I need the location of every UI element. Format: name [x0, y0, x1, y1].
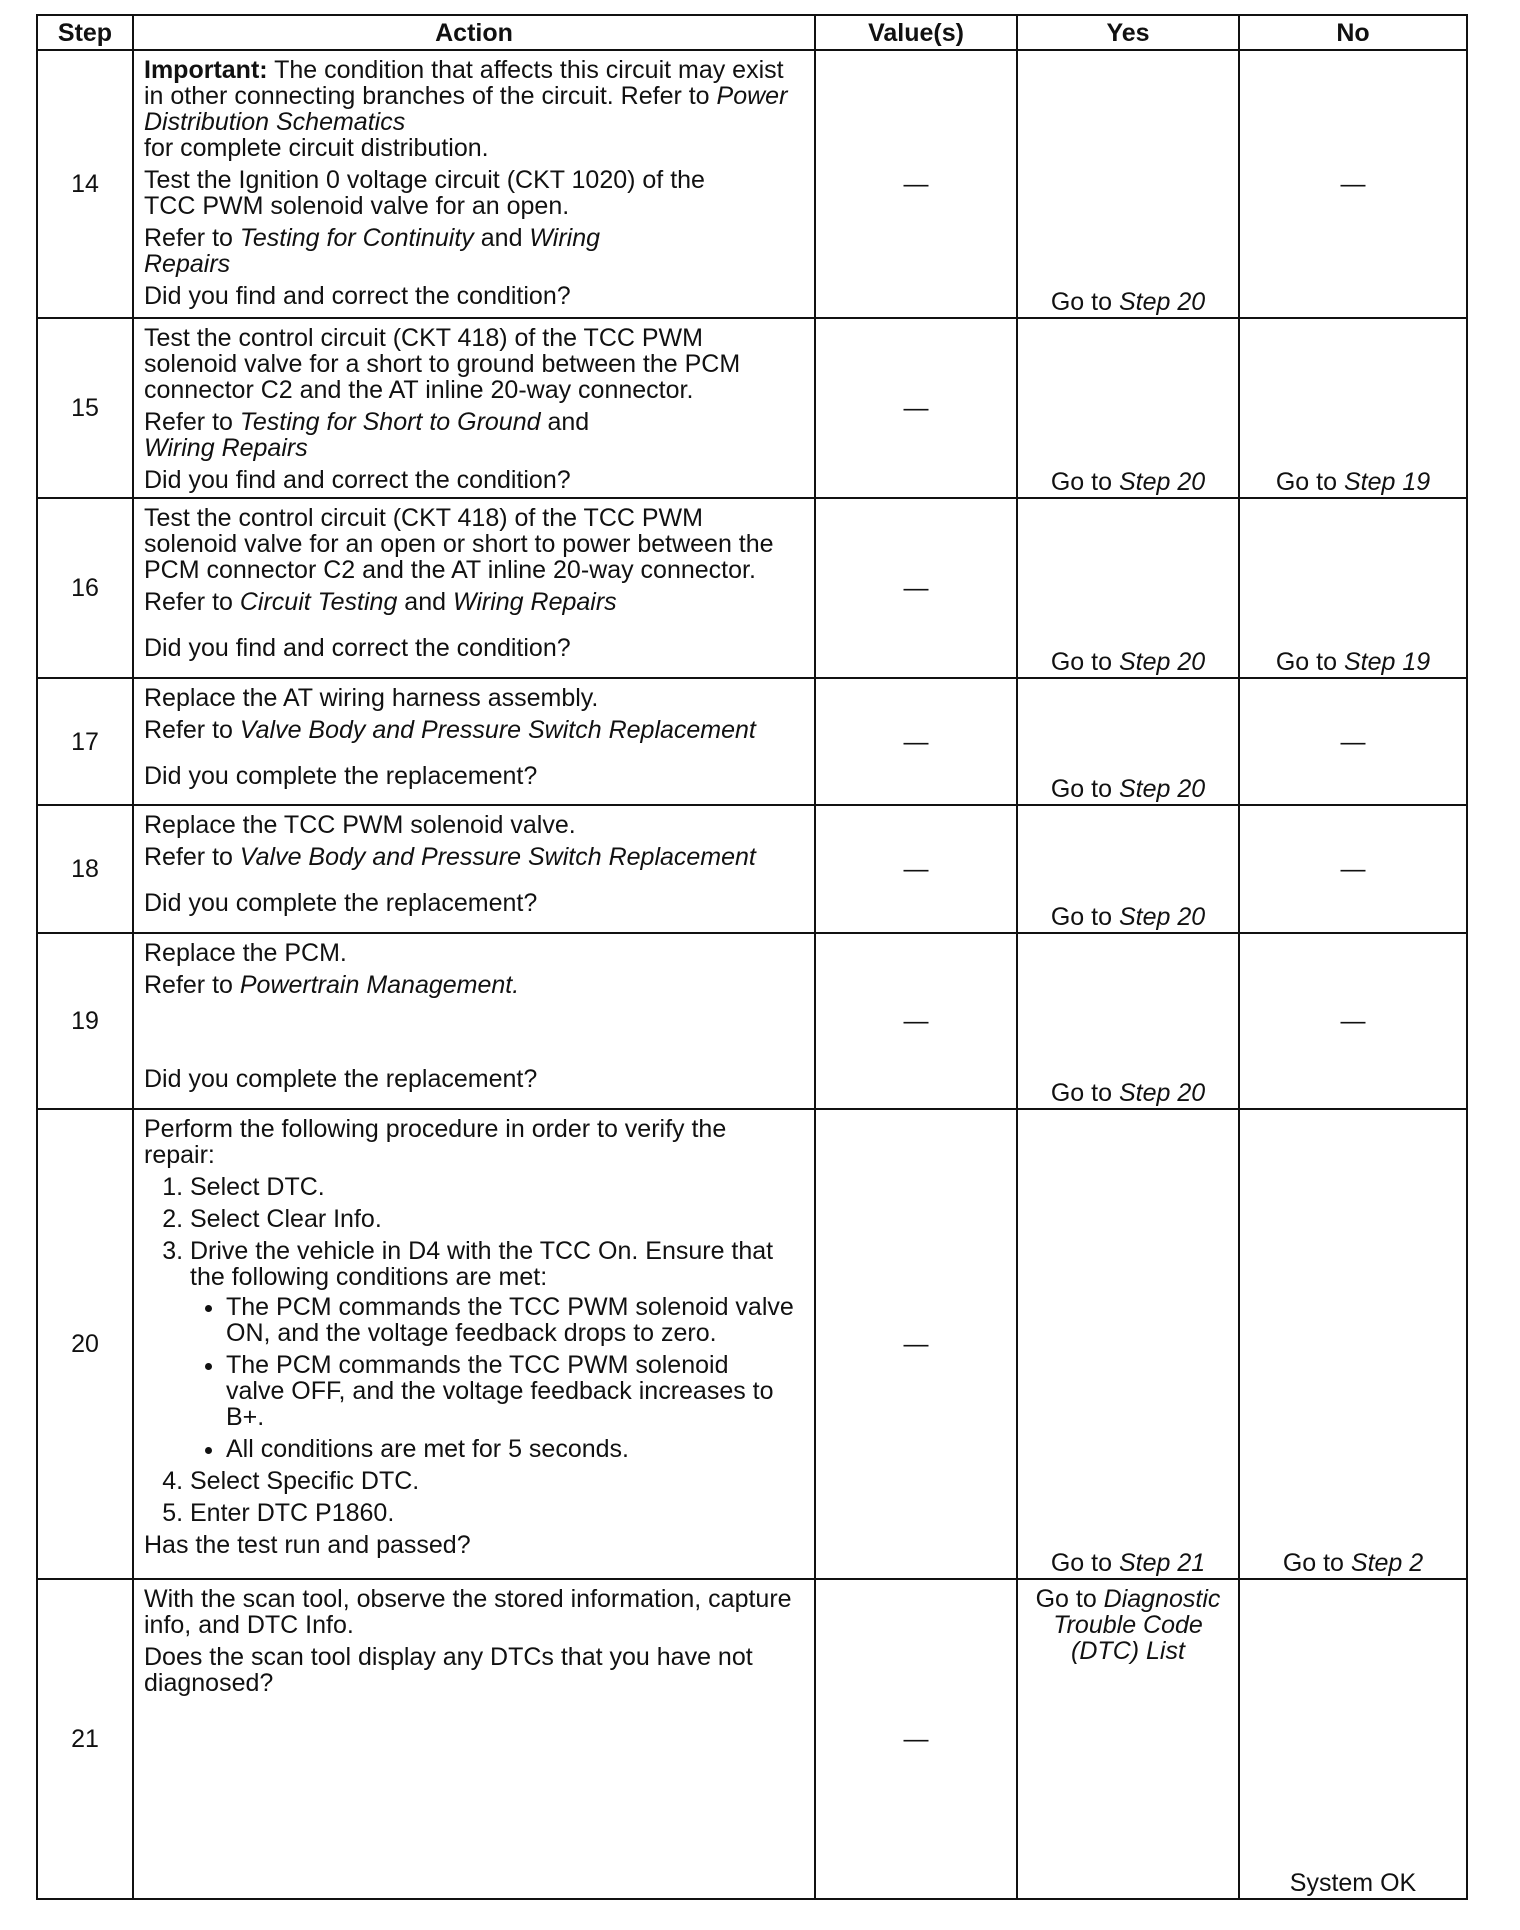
step-number: 17 [37, 678, 133, 805]
header-no: No [1239, 15, 1467, 50]
action-cell [133, 678, 815, 805]
question: Did you complete the replacement? [144, 889, 538, 917]
action-cell [133, 1109, 815, 1579]
question: Has the test run and passed? [144, 1531, 471, 1559]
refer-line [144, 409, 804, 461]
refer-link-b: Wiring Repairs [144, 434, 308, 462]
refer-prefix: Refer to [144, 588, 240, 616]
no-cell [1239, 318, 1467, 498]
value-cell: — [815, 805, 1017, 933]
observe-text: With the scan tool, observe the stored information, capture info, and DTC Info. [144, 1585, 792, 1639]
list-item: 4. Select Specific DTC. [190, 1468, 804, 1494]
yes-ref: Step 20 [1118, 288, 1206, 316]
refer-link-a: Valve Body and Pressure Switch Replacement [239, 716, 756, 744]
no-ref: Step 19 [1343, 468, 1431, 496]
important-text: The condition that affects this circuit may exist in other connecting branches of the circuit. Refer to [144, 56, 784, 110]
header-row [37, 15, 1467, 50]
question: Does the scan tool display any DTCs that you have not diagnosed? [144, 1643, 753, 1697]
refer-link-a: Powertrain Management. [239, 971, 520, 999]
refer-line [144, 972, 804, 998]
value-cell: — [815, 50, 1017, 318]
yes-cell [1017, 1109, 1239, 1579]
list-item [190, 1238, 804, 1462]
question: Did you find and correct the condition? [144, 634, 571, 662]
refer-link-a: Valve Body and Pressure Switch Replacement [239, 843, 756, 871]
question: Did you find and correct the condition? [144, 466, 571, 494]
test-instruction: Test the control circuit (CKT 418) of the TCC PWM solenoid valve for an open or short to power between the PCM connector C2 and the AT inline 20-way connector. [144, 504, 774, 584]
test-instruction: Test the control circuit (CKT 418) of the TCC PWM solenoid valve for a short to ground between the PCM connector C2 and the AT inline 20-way connector. [144, 324, 741, 404]
value-cell: — [815, 1579, 1017, 1899]
value-cell: — [815, 678, 1017, 805]
test-instruction: Test the Ignition 0 voltage circuit (CKT 1020) of the TCC PWM solenoid valve for an open. [144, 166, 705, 220]
action-cell [133, 805, 815, 933]
refer-and: and [397, 588, 453, 616]
yes-cell [1017, 50, 1239, 318]
yes-ref: Step 21 [1118, 1549, 1206, 1577]
refer-line [144, 225, 804, 277]
refer-prefix: Refer to [144, 224, 240, 252]
important-note [144, 57, 804, 161]
yes-ref: Step 20 [1118, 468, 1206, 496]
important-ref: Power Distribution Schematics [144, 82, 788, 136]
table-row [37, 1579, 1467, 1899]
yes-cell [1017, 678, 1239, 805]
procedure-list [144, 1174, 804, 1526]
table-row [37, 933, 1467, 1109]
table-row [37, 805, 1467, 933]
action-text: Replace the AT wiring harness assembly. [144, 684, 599, 712]
value-cell: — [815, 1109, 1017, 1579]
diagnostic-table [36, 14, 1468, 1900]
yes-prefix: Go to [1050, 468, 1119, 496]
list-item: 2. Select Clear Info. [190, 1206, 804, 1232]
yes-prefix: Go to [1050, 288, 1119, 316]
yes-cell [1017, 933, 1239, 1109]
yes-cell [1017, 805, 1239, 933]
action-text: Replace the TCC PWM solenoid valve. [144, 811, 576, 839]
refer-prefix: Refer to [144, 971, 240, 999]
yes-prefix: Go to [1050, 1549, 1119, 1577]
refer-link-a: Testing for Short to Ground [239, 408, 541, 436]
refer-line [144, 717, 804, 743]
no-prefix: Go to [1282, 1549, 1351, 1577]
refer-link-b: Wiring Repairs [452, 588, 617, 616]
no-ref: Step 2 [1350, 1549, 1424, 1577]
refer-prefix: Refer to [144, 843, 240, 871]
action-text: Replace the PCM. [144, 939, 347, 967]
refer-line [144, 589, 804, 615]
refer-line [144, 844, 804, 870]
header-values: Value(s) [815, 15, 1017, 50]
refer-link-b: Wiring Repairs [144, 224, 601, 278]
yes-prefix: Go to [1035, 1585, 1104, 1613]
header-action: Action [133, 15, 815, 50]
yes-ref: Step 20 [1118, 775, 1206, 803]
list-item-text: Drive the vehicle in D4 with the TCC On. Ensure that the following conditions are met: [190, 1237, 774, 1291]
table-row [37, 318, 1467, 498]
list-item: • The PCM commands the TCC PWM solenoid valve ON, and the voltage feedback drops to zero. [226, 1294, 804, 1346]
step-number: 19 [37, 933, 133, 1109]
yes-prefix: Go to [1050, 1079, 1119, 1107]
refer-prefix: Refer to [144, 408, 240, 436]
action-cell [133, 933, 815, 1109]
yes-ref: Diagnostic Trouble Code (DTC) List [1053, 1585, 1221, 1665]
refer-and: and [473, 224, 530, 252]
yes-cell [1017, 318, 1239, 498]
refer-link-a: Testing for Continuity [239, 224, 474, 252]
step-number: 14 [37, 50, 133, 318]
value-cell: — [815, 933, 1017, 1109]
question: Did you find and correct the condition? [144, 282, 571, 310]
no-cell: — [1239, 678, 1467, 805]
list-item: • The PCM commands the TCC PWM solenoid valve OFF, and the voltage feedback increases to B+. [226, 1352, 804, 1430]
condition-list [190, 1294, 804, 1462]
table-row [37, 50, 1467, 318]
header-yes: Yes [1017, 15, 1239, 50]
yes-prefix: Go to [1050, 903, 1119, 931]
no-prefix: Go to [1275, 648, 1344, 676]
step-number: 16 [37, 498, 133, 678]
list-item: • All conditions are met for 5 seconds. [226, 1436, 804, 1462]
refer-link-a: Circuit Testing [239, 588, 398, 616]
action-cell [133, 498, 815, 678]
table-row [37, 498, 1467, 678]
refer-and: and [540, 408, 590, 436]
step-number: 15 [37, 318, 133, 498]
no-cell: — [1239, 805, 1467, 933]
yes-cell [1017, 1579, 1239, 1899]
question: Did you complete the replacement? [144, 762, 538, 790]
action-cell [133, 1579, 815, 1899]
no-cell: — [1239, 933, 1467, 1109]
value-cell: — [815, 498, 1017, 678]
value-cell: — [815, 318, 1017, 498]
yes-ref: Step 20 [1118, 903, 1206, 931]
step-number: 20 [37, 1109, 133, 1579]
no-cell [1239, 498, 1467, 678]
step-number: 18 [37, 805, 133, 933]
yes-prefix: Go to [1050, 648, 1119, 676]
yes-cell [1017, 498, 1239, 678]
action-cell [133, 318, 815, 498]
question: Did you complete the replacement? [144, 1065, 538, 1093]
refer-prefix: Refer to [144, 716, 240, 744]
no-cell [1239, 1109, 1467, 1579]
procedure-intro: Perform the following procedure in order to verify the repair: [144, 1115, 727, 1169]
yes-prefix: Go to [1050, 775, 1119, 803]
yes-ref: Step 20 [1118, 1079, 1206, 1107]
list-item: 1. Select DTC. [190, 1174, 804, 1200]
important-label: Important: [144, 56, 268, 84]
no-cell: — [1239, 50, 1467, 318]
action-cell [133, 50, 815, 318]
table-row [37, 1109, 1467, 1579]
important-tail: for complete circuit distribution. [144, 134, 489, 162]
list-item: 5. Enter DTC P1860. [190, 1500, 804, 1526]
no-prefix: Go to [1275, 468, 1344, 496]
step-number: 21 [37, 1579, 133, 1899]
yes-ref: Step 20 [1118, 648, 1206, 676]
no-cell: System OK [1239, 1579, 1467, 1899]
table-row [37, 678, 1467, 805]
no-ref: Step 19 [1343, 648, 1431, 676]
header-step: Step [37, 15, 133, 50]
